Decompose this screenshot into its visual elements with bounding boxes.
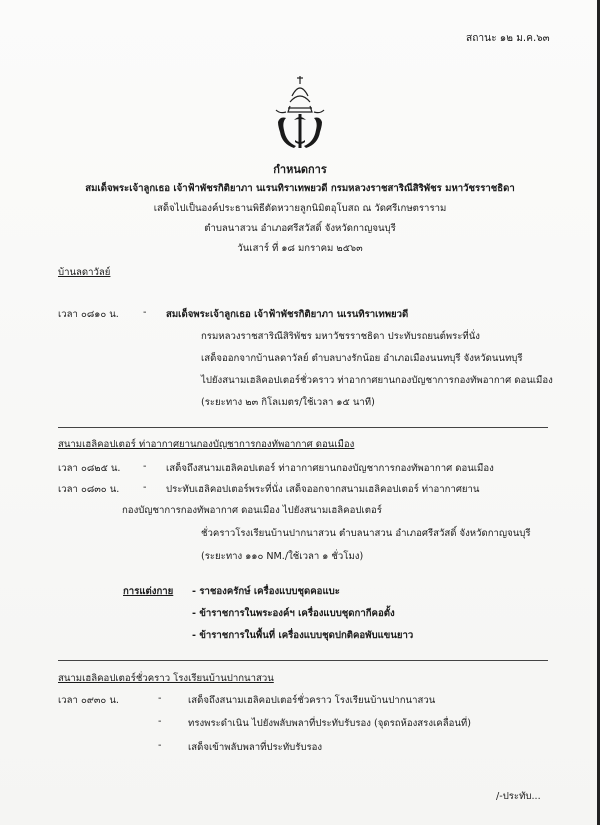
section-divider (58, 660, 548, 661)
dress-code-label: การแต่งกาย (123, 586, 174, 597)
dress-code-item: - ข้าราชการในพื้นที่ เครื่องแบบชุดปกติคอพับแขนยาว (192, 630, 414, 641)
time-label-0825: เวลา ๐๘๒๕ น. (58, 463, 121, 474)
schedule-line: ประทับเฮลิคอปเตอร์พระที่นั่ง เสด็จออกจากสนามเฮลิคอปเตอร์ ท่าอากาศยาน (166, 484, 480, 495)
title-line-date: วันเสาร์ ที่ ๑๘ มกราคม ๒๕๖๓ (237, 243, 363, 254)
title-line-royal-name: สมเด็จพระเจ้าลูกเธอ เจ้าฟ้าพัชรกิติยาภา นเรนทิราเทพยวดี กรมหลวงราชสาริณีสิริพัชร มหาวัชรราชธิดา (85, 183, 515, 194)
section-heading-ladawan: บ้านลดาวัลย์ (58, 267, 111, 278)
dress-code-item: - ข้าราชการในพระองค์ฯ เครื่องแบบชุดกากีคอตั้ง (192, 608, 395, 619)
dash: - (158, 693, 162, 704)
title-line-location: ตำบลนาสวน อำเภอศรีสวัสดิ์ จังหวัดกาญจนบุรี (204, 223, 396, 234)
schedule-line: (ระยะทาง ๑๑๐ NM./ใช้เวลา ๑ ชั่วโมง) (201, 551, 364, 562)
title-line-purpose: เสด็จไปเป็นองค์ประธานพิธีตัดหวายลูกนิมิตอุโบสถ ณ วัดศรีเกษตราราม (153, 203, 447, 214)
schedule-line: เสด็จออกจากบ้านลดาวัลย์ ตำบลบางรักน้อย อำเภอเมืองนนทบุรี จังหวัดนนทบุรี (201, 353, 523, 364)
schedule-line: (ระยะทาง ๒๓ กิโลเมตร/ใช้เวลา ๑๕ นาที) (201, 397, 375, 408)
dash: - (143, 482, 147, 493)
dash: - (143, 307, 147, 318)
royal-cypher-emblem-icon (268, 70, 332, 154)
dress-code-item: - ราชองครักษ์ เครื่องแบบชุดคอแบะ (192, 586, 340, 597)
schedule-line: เสด็จเข้าพลับพลาที่ประทับรับรอง (188, 742, 323, 753)
continuation-marker: /-ประทับ... (496, 791, 541, 802)
dash: - (158, 740, 162, 751)
schedule-line: กองบัญชาการกองทัพอากาศ ดอนเมือง ไปยังสนามเฮลิคอปเตอร์ (122, 505, 382, 516)
schedule-line: เสด็จถึงสนามเฮลิคอปเตอร์ชั่วคราว โรงเรียนบ้านปากนาสวน (188, 695, 436, 706)
schedule-line: กรมหลวงราชสาริณีสิริพัชร มหาวัชรราชธิดา ประทับรถยนต์พระที่นั่ง (201, 331, 480, 342)
schedule-line: ทรงพระดำเนิน ไปยังพลับพลาที่ประทับรับรอง (จุดรถห้องสรงเคลื่อนที่) (188, 718, 471, 729)
dash: - (143, 461, 147, 472)
schedule-line: เสด็จถึงสนามเฮลิคอปเตอร์ ท่าอากาศยานกองบัญชาการกองทัพอากาศ ดอนเมือง (166, 463, 494, 474)
document-title: กำหนดการ (273, 163, 327, 176)
time-label-0810: เวลา ๐๘๑๐ น. (58, 309, 119, 320)
schedule-line: ไปยังสนามเฮลิคอปเตอร์ชั่วคราว ท่าอากาศยานกองบัญชาการกองทัพอากาศ ดอนเมือง (201, 375, 553, 386)
schedule-line: สมเด็จพระเจ้าลูกเธอ เจ้าฟ้าพัชรกิติยาภา นเรนทิราเทพยวดี (166, 309, 409, 320)
time-label-0930: เวลา ๐๙๓๐ น. (58, 695, 119, 706)
revision-note: สถานะ ๑๒ ม.ค.๖๓ (466, 33, 550, 44)
time-label-0830: เวลา ๐๘๓๐ น. (58, 484, 120, 495)
section-heading-pak-na-suan: สนามเฮลิคอปเตอร์ชั่วคราว โรงเรียนบ้านปากนาสวน (58, 673, 274, 684)
section-heading-don-mueang: สนามเฮลิคอปเตอร์ ท่าอากาศยานกองบัญชาการกองทัพอากาศ ดอนเมือง (58, 439, 355, 450)
schedule-line: ชั่วคราวโรงเรียนบ้านปากนาสวน ตำบลนาสวน อำเภอศรีสวัสดิ์ จังหวัดกาญจนบุรี (201, 528, 531, 539)
dash: - (158, 716, 162, 727)
section-divider (58, 427, 548, 428)
